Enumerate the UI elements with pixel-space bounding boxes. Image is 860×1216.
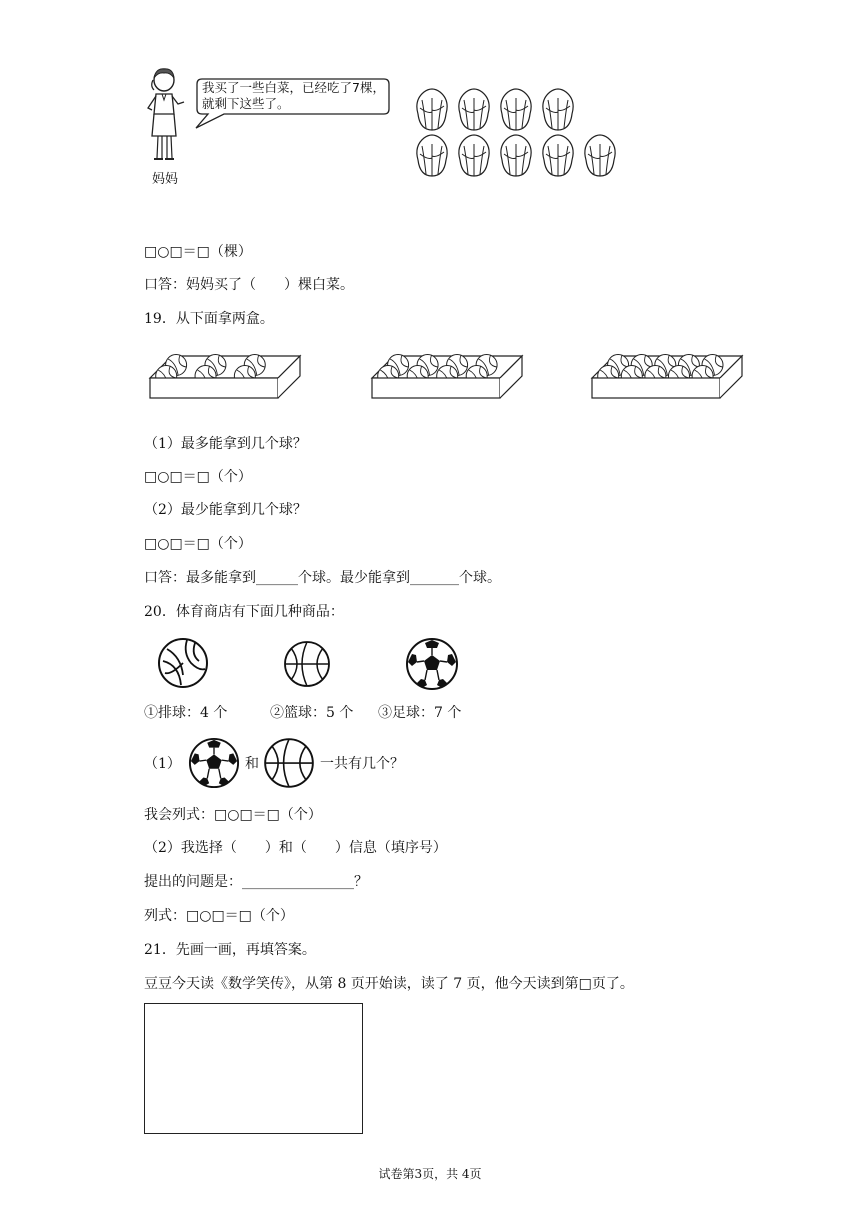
q20-title: 20．体育商店有下面几种商品： xyxy=(144,604,344,620)
mother-figure xyxy=(140,66,190,170)
q20-item-3: ③足球：7 个 xyxy=(378,705,462,721)
q18-formula: □○□＝□（棵） xyxy=(144,244,252,260)
basketball-icon xyxy=(283,640,331,688)
q19-formula2: □○□＝□（个） xyxy=(144,536,252,552)
ball-box xyxy=(592,355,742,399)
q20-question: 提出的问题是：________________？ xyxy=(144,874,368,890)
q20-sub1-and: 和 xyxy=(245,756,259,772)
cabbage-icon xyxy=(501,89,531,130)
q18-answer: 口答：妈妈买了（ ）棵白菜。 xyxy=(144,277,354,293)
q21-text: 豆豆今天读《数学笑传》，从第 8 页开始读，读了 7 页，他今天读到第□页了。 xyxy=(144,976,634,992)
cabbage-icon xyxy=(417,135,447,176)
person-label: 妈妈 xyxy=(152,172,179,187)
cabbage-icon xyxy=(459,89,489,130)
q20-sub1-suffix: 一共有几个？ xyxy=(320,756,404,772)
q19-title: 19．从下面拿两盒。 xyxy=(144,311,274,327)
q19-answer: 口答：最多能拿到______个球。最少能拿到_______个球。 xyxy=(144,570,501,586)
q19-sub2: （2）最少能拿到几个球？ xyxy=(144,502,307,518)
speech-line-2: 就剩下这些了。 xyxy=(202,96,290,111)
q20-sub1-prefix: （1） xyxy=(144,756,181,772)
q20-item-2: ②篮球：5 个 xyxy=(270,705,354,721)
page-footer: 试卷第3页，共 4页 xyxy=(378,1167,482,1181)
cabbage-icon xyxy=(417,89,447,130)
drawing-box[interactable] xyxy=(144,1003,363,1134)
q19-sub1: （1）最多能拿到几个球？ xyxy=(144,436,307,452)
football-icon xyxy=(188,737,240,789)
cabbage-group xyxy=(410,86,620,181)
cabbage-icon xyxy=(459,135,489,176)
q20-formula: 我会列式：□○□＝□（个） xyxy=(144,807,322,823)
cabbage-icon xyxy=(543,135,573,176)
ball-box xyxy=(150,355,300,399)
volleyball-icon xyxy=(157,637,209,689)
q19-formula1: □○□＝□（个） xyxy=(144,469,252,485)
q20-item-1: ①排球：4 个 xyxy=(144,705,228,721)
football-icon xyxy=(405,637,459,691)
cabbage-icon xyxy=(543,89,573,130)
q20-sub2: （2）我选择（ ）和（ ）信息（填序号） xyxy=(144,840,447,856)
q21-title: 21．先画一画，再填答案。 xyxy=(144,942,316,958)
ball-box-group xyxy=(150,352,750,416)
cabbage-icon xyxy=(501,135,531,176)
q20-formula2: 列式：□○□＝□（个） xyxy=(144,908,294,924)
basketball-icon xyxy=(263,737,315,789)
speech-line-1: 我买了一些白菜，已经吃了7棵， xyxy=(202,80,385,95)
cabbage-icon xyxy=(585,135,615,176)
ball-box xyxy=(372,355,522,399)
